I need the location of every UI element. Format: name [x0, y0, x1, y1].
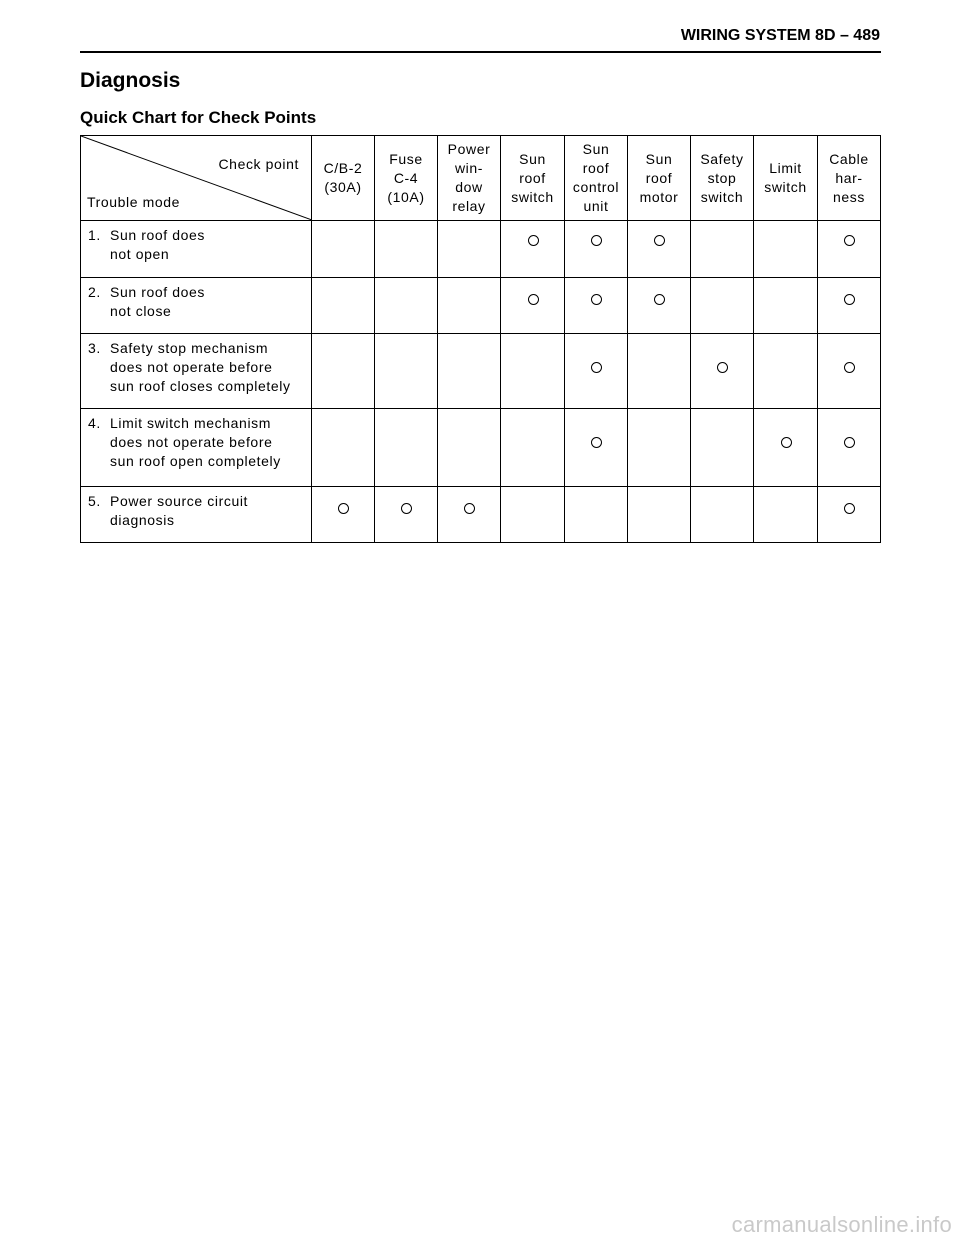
check-cell: [501, 487, 565, 543]
column-header-line: Sun: [519, 150, 546, 167]
trouble-mode-cell: [81, 487, 312, 543]
column-header-line: roof: [582, 160, 610, 176]
check-circle-icon: [338, 503, 349, 514]
check-circle-icon: [781, 437, 792, 448]
trouble-mode-label: [88, 334, 311, 396]
column-header-line: win-: [454, 160, 484, 176]
check-circle-icon: [591, 362, 602, 373]
table-header-row: [81, 136, 881, 221]
column-header-line: stop: [707, 169, 737, 186]
check-cell: [691, 278, 754, 334]
check-circle-icon: [844, 235, 855, 246]
section-title: Diagnosis: [80, 69, 181, 92]
check-cell: [691, 221, 754, 278]
column-header-line: C/B-2: [323, 160, 363, 176]
check-cell: [438, 221, 501, 278]
quick-chart-table: [80, 135, 881, 543]
row-number: 2.: [88, 284, 101, 300]
trouble-mode-label: [88, 278, 311, 321]
check-cell: [501, 334, 565, 409]
check-cell: [818, 334, 881, 409]
row-number: 1.: [88, 227, 101, 243]
column-header-line: Limit: [769, 160, 802, 176]
check-cell: [691, 334, 754, 409]
column-header-line: dow: [455, 179, 483, 195]
check-circle-icon: [591, 437, 602, 448]
check-circle-icon: [464, 503, 475, 514]
check-cell: [375, 334, 438, 409]
trouble-mode-cell: [81, 409, 312, 487]
trouble-mode-cell: [81, 278, 312, 334]
check-circle-icon: [717, 362, 728, 373]
column-header-line: Cable: [829, 150, 869, 167]
check-cell: [754, 334, 818, 409]
corner-check-point-label: Check point: [218, 156, 299, 172]
column-header-line: control: [572, 179, 620, 195]
row-number: 4.: [88, 415, 101, 431]
trouble-mode-line: Limit switch mechanism: [110, 415, 272, 431]
check-circle-icon: [844, 503, 855, 514]
check-cell: [565, 221, 628, 278]
table-row: [81, 278, 881, 334]
column-header: [438, 136, 501, 221]
trouble-mode-line: Sun roof does: [110, 284, 205, 300]
trouble-mode-label: [88, 487, 311, 530]
row-number: 3.: [88, 340, 101, 356]
column-header-line: switch: [764, 179, 807, 195]
column-header-line: har-: [835, 169, 863, 186]
check-cell: [628, 334, 691, 409]
check-cell: [375, 487, 438, 543]
column-header-line: roof: [519, 169, 546, 186]
subsection-title: Quick Chart for Check Points: [80, 108, 317, 127]
check-cell: [565, 487, 628, 543]
check-cell: [438, 409, 501, 487]
trouble-mode-line: Sun roof does: [110, 227, 205, 243]
check-circle-icon: [591, 235, 602, 246]
check-cell: [818, 278, 881, 334]
check-cell: [628, 487, 691, 543]
table-row: [81, 487, 881, 543]
column-header-line: Sun: [582, 141, 610, 157]
trouble-mode-cell: [81, 334, 312, 409]
check-cell: [312, 487, 375, 543]
check-cell: [565, 278, 628, 334]
check-circle-icon: [844, 437, 855, 448]
check-cell: [438, 278, 501, 334]
check-circle-icon: [844, 362, 855, 373]
column-header-line: Fuse: [389, 150, 423, 167]
column-header: [818, 136, 881, 221]
row-number: 5.: [88, 493, 101, 509]
column-header-line: switch: [700, 188, 744, 205]
check-cell: [818, 221, 881, 278]
trouble-mode-line: Safety stop mechanism: [110, 340, 269, 356]
check-circle-icon: [401, 503, 412, 514]
check-cell: [565, 409, 628, 487]
column-header-line: C-4: [393, 169, 419, 186]
running-head: WIRING SYSTEM 8D – 489: [680, 27, 880, 44]
column-header-line: Sun: [645, 150, 673, 167]
column-header: [312, 136, 375, 221]
column-header-line: Safety: [700, 150, 744, 167]
column-header-line: Power: [447, 141, 491, 157]
column-header-line: ness: [833, 188, 865, 205]
column-header: [691, 136, 754, 221]
check-cell: [312, 278, 375, 334]
watermark: carmanualsonline.info: [731, 1212, 952, 1237]
check-cell: [628, 278, 691, 334]
check-circle-icon: [844, 294, 855, 305]
check-cell: [628, 221, 691, 278]
check-cell: [691, 409, 754, 487]
corner-trouble-mode-label: Trouble mode: [87, 194, 181, 210]
table-row: [81, 409, 881, 487]
check-cell: [754, 221, 818, 278]
column-header-line: unit: [583, 198, 609, 214]
table-row: [81, 334, 881, 409]
column-header-line: roof: [645, 169, 673, 186]
corner-cell: [81, 136, 312, 221]
check-cell: [375, 278, 438, 334]
trouble-mode-line: diagnosis: [110, 512, 175, 528]
check-circle-icon: [528, 235, 539, 246]
check-circle-icon: [654, 235, 665, 246]
column-header-line: (10A): [387, 188, 425, 205]
column-header-line: (30A): [324, 179, 362, 195]
column-header-line: motor: [639, 188, 679, 205]
column-header: [565, 136, 628, 221]
check-cell: [501, 221, 565, 278]
check-cell: [691, 487, 754, 543]
check-cell: [818, 409, 881, 487]
trouble-mode-line: not close: [110, 303, 172, 319]
table-row: [81, 221, 881, 278]
check-cell: [628, 409, 691, 487]
check-cell: [312, 221, 375, 278]
column-header: [628, 136, 691, 221]
check-circle-icon: [528, 294, 539, 305]
trouble-mode-line: not open: [110, 246, 170, 262]
column-header: [501, 136, 565, 221]
column-header: [375, 136, 438, 221]
check-cell: [818, 487, 881, 543]
check-cell: [754, 487, 818, 543]
column-header: [754, 136, 818, 221]
check-cell: [312, 334, 375, 409]
check-cell: [438, 334, 501, 409]
trouble-mode-line: does not operate before: [110, 359, 273, 375]
trouble-mode-line: Power source circuit: [110, 493, 249, 509]
trouble-mode-label: [88, 409, 311, 471]
check-cell: [375, 221, 438, 278]
check-cell: [501, 278, 565, 334]
check-cell: [501, 409, 565, 487]
check-cell: [438, 487, 501, 543]
trouble-mode-label: [88, 221, 311, 264]
check-cell: [565, 334, 628, 409]
trouble-mode-line: sun roof closes completely: [110, 378, 291, 394]
trouble-mode-line: sun roof open completely: [110, 453, 281, 469]
check-circle-icon: [591, 294, 602, 305]
check-cell: [754, 409, 818, 487]
trouble-mode-cell: [81, 221, 312, 278]
check-cell: [754, 278, 818, 334]
check-cell: [375, 409, 438, 487]
column-header-line: switch: [511, 188, 554, 205]
column-header-line: relay: [452, 198, 486, 214]
check-cell: [312, 409, 375, 487]
trouble-mode-line: does not operate before: [110, 434, 273, 450]
check-circle-icon: [654, 294, 665, 305]
header-rule: [80, 51, 881, 53]
